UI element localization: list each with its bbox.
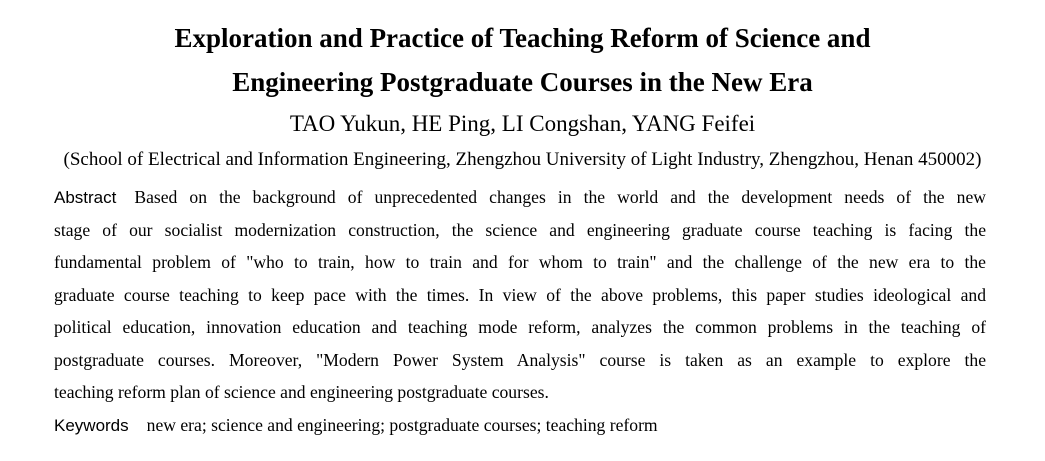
- abstract-line: stage of our socialist modernization construction, the science and engineering graduate course teaching is facing the: [54, 219, 986, 240]
- affiliation: (School of Electrical and Information Engineering, Zhengzhou University of Light Industry, Zhengzhou, Henan 450002): [63, 149, 982, 170]
- author-list: TAO Yukun, HE Ping, LI Congshan, YANG Feifei: [289, 111, 756, 136]
- abstract-label: Abstract: [54, 188, 117, 207]
- keywords-label: Keywords: [54, 416, 129, 435]
- paper-title-line-2: Engineering Postgraduate Courses in the New Era: [232, 67, 813, 97]
- keywords-section: [54, 409, 986, 442]
- keywords-text: new era; science and engineering; postgraduate courses; teaching reform: [146, 415, 658, 435]
- abstract-section: [54, 181, 986, 409]
- abstract-line: fundamental problem of "who to train, how to train and for whom to train" and the challenge of the new era to the: [54, 252, 986, 272]
- abstract-line: postgraduate courses. Moreover, "Modern Power System Analysis" course is taken as an example to explore the: [54, 349, 986, 370]
- abstract-line: [54, 181, 986, 214]
- abstract-text: Based on the background of unprecedented changes in the world and the development needs of the new: [134, 187, 986, 207]
- paper-title-line-1: Exploration and Practice of Teaching Reform of Science and: [174, 23, 871, 53]
- abstract-line: political education, innovation education and teaching mode reform, analyzes the common problems in the teaching of: [54, 317, 986, 337]
- abstract-line: graduate course teaching to keep pace with the times. In view of the above problems, this paper studies ideological and: [54, 284, 986, 305]
- abstract-line: teaching reform plan of science and engineering postgraduate courses.: [54, 382, 549, 402]
